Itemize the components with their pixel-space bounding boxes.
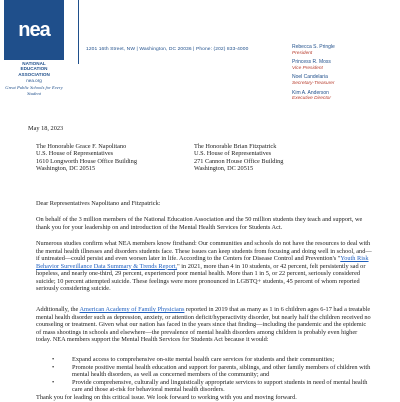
officer-name: Princess R. Moss (292, 59, 331, 66)
officer-entry (292, 60, 400, 71)
paragraph-intro: On behalf of the 3 million members of the National Education Association and the 50 million students they teach and support, we thank you for your leadership on and introduction of the Mental Health Services for Students Act. (36, 216, 363, 231)
paragraph-closing: Thank you for leading on this critical issue. We look forward to working with you and moving forward. (36, 394, 297, 401)
recipient-address-napolitano: The Honorable Grace F. Napolitano U.S. House of Representatives 1610 Longworth House Office Building Washington, DC 20515 (36, 143, 137, 173)
list-item: • Promote positive mental health education and support for parents, siblings, and other family members of children with mental health disorders, as well as concerned members of the community; and (62, 364, 372, 379)
officer-entry (292, 75, 400, 86)
recipient-address-fitzpatrick: The Honorable Brian Fitzpatrick U.S. House of Representatives 271 Cannon House Office Building Washington, DC 20515 (194, 143, 284, 173)
officer-name: Kim A. Anderson (292, 89, 329, 96)
org-tagline: Great Public Schools for Every Student (5, 85, 63, 96)
salutation: Dear Representatives Napolitano and Fitzpatrick: (36, 200, 161, 207)
officer-title: Executive Director (292, 96, 331, 102)
list-item: • Provide comprehensive, culturally and linguistically appropriate services to support students in need of mental health care and those at-risk for behavioral mental health disorders. (62, 379, 372, 394)
officer-title: Secretary-Treasurer (292, 80, 335, 86)
officer-name: Noel Candelaria (292, 74, 328, 81)
officer-name: Rebecca S. Pringle (292, 44, 335, 50)
paragraph-studies: Numerous studies confirm what NEA members know firsthand: Our communities and schools do not have the resources to deal with the mental health illnesses and disorders students face. These issues can keep students from focusing and doing well in school, and—if untreated—could persist and even worsen later in life. According to the Centers for Disease Control and Prevention's "Youth Risk Behavior Surveillance Data Summary & Trends Report," in 2021, more than 4 in 10 students, or 42 percent, felt persistently sad or hopeless, and nearly one-third, 29 percent, experienced poor mental health. More than 1 in 5, or 22 percent, seriously considered suicide; 10 percent attempted suicide. These feelings were more pronounced in LGBTQ+ students, 45 percent of whom reported seriously considering suicide. (36, 240, 372, 292)
cdc-report-link[interactable]: Youth Risk Behavior Surveillance Data Summary & Trends Report, (36, 255, 369, 270)
paragraph-aafp: Additionally, the American Academy of Family Physicians reported in 2019 that as many as 1 in 6 children ages 6-17 had a treatable mental health disorder such as depression, anxiety, or attention deficit/hyperactivity disorder, but nearly half the children received no counseling or treatment. Given what our nation has faced in the years since that finding—including the pandemic and the epidemic of mass shootings in schools and elsewhere—the prevalence of mental health disorders among children is probably even higher today. NEA members support the Mental Health Services for Students Act because it would: (36, 306, 371, 343)
letterhead-address: 1201 16th Street, NW | Washington, DC 20036 | Phone: (202) 833-4000 (86, 47, 249, 52)
letter-date: May 18, 2023 (28, 125, 64, 132)
officer-entry (292, 45, 400, 56)
act-benefits-list (62, 356, 372, 394)
org-website: nea.org (26, 78, 42, 84)
org-name: NATIONAL EDUCATION ASSOCIATION (18, 61, 50, 77)
officer-title: Vice President (292, 65, 323, 71)
officer-entry (292, 91, 400, 102)
letterhead-divider (78, 0, 79, 64)
list-item: • Expand access to comprehensive on-site mental health care services for students and their communities; (62, 356, 372, 364)
logo-mark: nea (4, 0, 64, 60)
officer-list (292, 45, 400, 106)
officer-title: President (292, 50, 313, 56)
nea-logo (2, 0, 70, 96)
aafp-link[interactable]: American Academy of Family Physicians (79, 306, 185, 313)
